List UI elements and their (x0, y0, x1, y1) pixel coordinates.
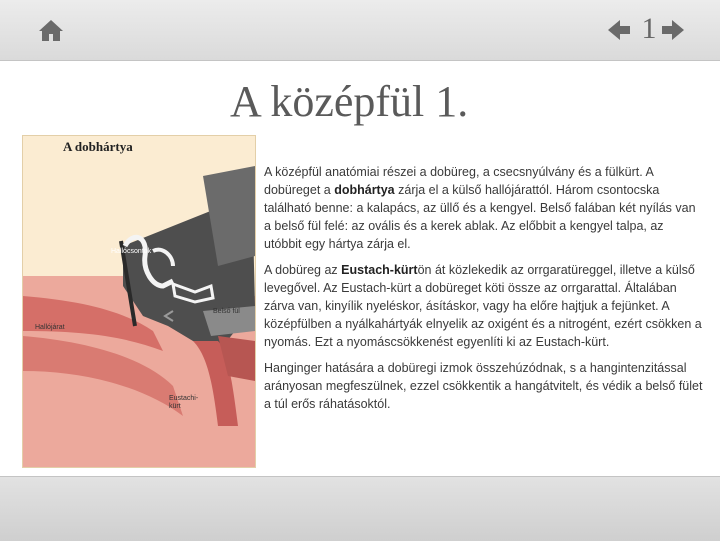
page-number: 1 (641, 12, 657, 45)
label-eustachian-tube: Eustachi-kürt (169, 395, 199, 410)
label-ear-canal: Hallójárat (35, 324, 65, 331)
ear-anatomy-illustration (23, 136, 255, 467)
term-eustach-kurt: Eustach-kürt (341, 263, 418, 277)
paragraph-3: Hanginger hatására a dobüregi izmok összehúzódnak, s a hangintenzitással arányosan megfeszülnek, ezzel csökkentik a hangátvitelt, és védik a belső fület a túl erős ráhatásoktól. (264, 361, 703, 411)
slide-body (264, 163, 704, 421)
paragraph-1: A középfül anatómiai részei a dobüreg, a csecsnyúlvány és a fülkürt. A dobüreget a dobhártya zárja el a külső hallójárattól. Három csontocska található benne: a kalapács, az üllő és a kengyel. Belső falában két nyílás van a belső fül felé: az ovális és a kerek ablak. Az előbbit a kengyel talpa, az utóbbit egy hártya zárja el. (264, 165, 696, 251)
next-slide-icon[interactable] (660, 18, 686, 42)
slide-title: A középfül 1. (230, 77, 469, 126)
ear-anatomy-figure (22, 135, 256, 468)
label-inner-ear: Belső fül (213, 308, 240, 315)
top-toolbar (0, 0, 720, 61)
label-ossicles: Hallócsontok (111, 248, 152, 255)
home-icon[interactable] (38, 18, 64, 42)
term-dobhartya: dobhártya (334, 183, 395, 197)
bottom-bar (0, 476, 720, 541)
paragraph-2: A dobüreg az Eustach-kürtön át közlekedik az orrgaratüreggel, illetve a külső levegővel. Az Eustach-kürt a dobüreget köti össze az orrgarattal. Általában zárva van, kinyílik nyeléskor, ásításkor, vagy ha előre hajtjuk a fejünket. A középfülben a nyálkahártyák elnyelik az oxigént és a nitrogént, ezért csökken a nyomás. Ezt a nyomáscsökkenést egyenlíti ki az Eustach-kürt. (264, 263, 702, 349)
figure-title: A dobhártya (63, 139, 133, 154)
prev-slide-icon[interactable] (606, 18, 632, 42)
